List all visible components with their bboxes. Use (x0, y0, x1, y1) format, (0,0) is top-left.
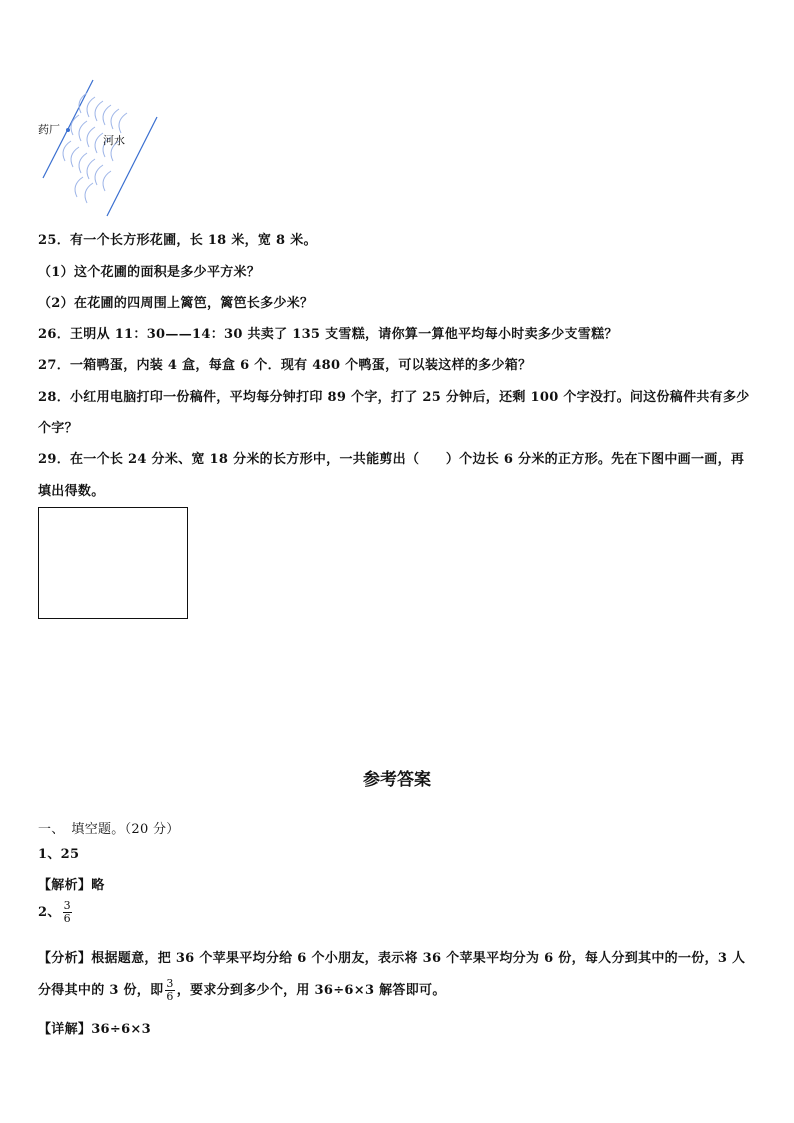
answer-1: 1、25 (38, 847, 80, 862)
answer-2-analysis-fraction (165, 978, 174, 1003)
factory-label: 药厂 (38, 123, 60, 136)
answer-1-analysis: 【解析】略 (38, 878, 105, 893)
question-28-line-1: 28．小红用电脑打印一份稿件，平均每分钟打印 89 个字，打了 25 分钟后，还剩 100 个字没打。问这份稿件共有多少 (38, 390, 750, 405)
answer-2-analysis-text-a: 分得其中的 3 份，即 (38, 983, 164, 998)
river-figure (35, 75, 165, 220)
question-27: 27．一箱鸭蛋，内装 4 盒，每盒 6 个．现有 480 个鸭蛋，可以装这样的多少箱？ (38, 358, 532, 373)
answer-2-prefix: 2、 (38, 905, 61, 920)
answer-2-analysis-text-b: ，要求分到多少个，用 36÷6×3 解答即可。 (176, 983, 446, 998)
question-28-line-2: 个字？ (38, 421, 78, 436)
answer-2 (38, 900, 74, 925)
question-29-line-1: 29．在一个长 24 分米、宽 18 分米的长方形中，一共能剪出（ ）个边长 6 分米的正方形。先在下图中画一画，再 (38, 452, 745, 467)
factory-point (66, 128, 70, 132)
answer-2-detail: 【详解】36÷6×3 (38, 1022, 151, 1037)
answer-2-fraction (63, 900, 72, 925)
question-29-line-2: 填出得数。 (38, 484, 105, 499)
answer-2-numerator: 3 (63, 899, 71, 912)
question-25-part-2: （2）在花圃的四周围上篱笆，篱笆长多少米？ (38, 296, 314, 311)
analysis-fraction-denominator: 6 (166, 990, 174, 1003)
section-1-heading: 一、 填空题。（20 分） (38, 822, 180, 837)
question-25-part-1: （1）这个花圃的面积是多少平方米？ (38, 265, 261, 280)
river-label: 河水 (103, 134, 125, 147)
answer-2-analysis-line-1: 【分析】根据题意，把 36 个苹果平均分给 6 个小朋友，表示将 36 个苹果平均分为 6 份，每人分到其中的一份，3 人 (38, 951, 746, 966)
water-ripples (63, 93, 127, 203)
question-25: 25．有一个长方形花圃，长 18 米，宽 8 米。 (38, 233, 317, 248)
river-diagram (35, 75, 165, 220)
question-26: 26．王明从 11：30——14：30 共卖了 135 支雪糕，请你算一算他平均每小时卖多少支雪糕？ (38, 327, 618, 342)
drawing-rectangle (38, 507, 188, 619)
analysis-fraction-numerator: 3 (166, 977, 174, 990)
answer-2-denominator: 6 (63, 912, 71, 925)
answer-2-analysis-line-2 (38, 978, 446, 1003)
answers-heading: 参考答案 (363, 770, 431, 790)
